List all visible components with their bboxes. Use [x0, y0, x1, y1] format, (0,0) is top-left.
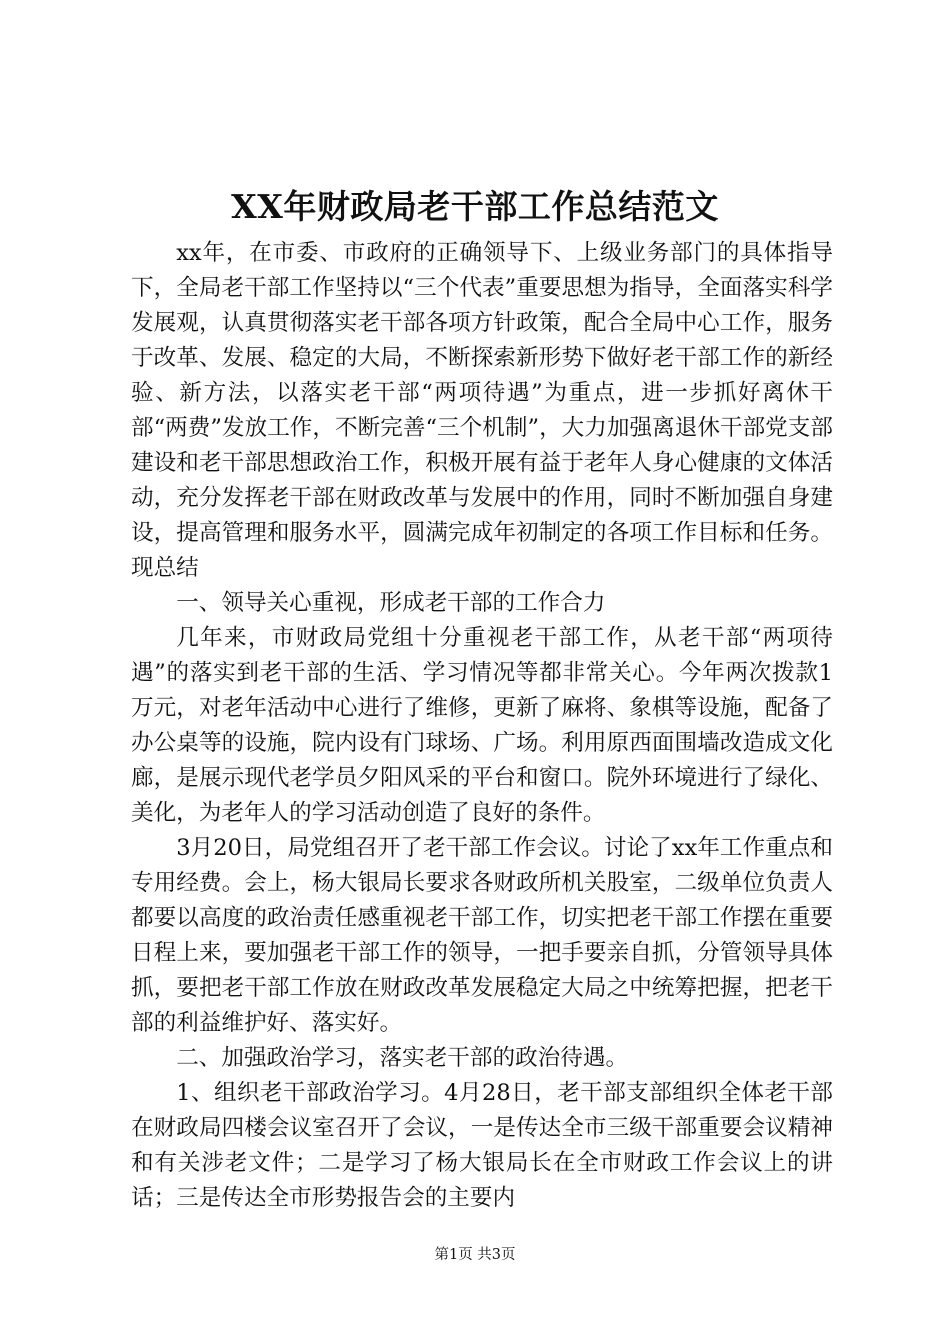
paragraph-intro: xx年，在市委、市政府的正确领导下、上级业务部门的具体指导下，全局老干部工作坚持以“三个代表”重要思想为指导，全面落实科学发展观，认真贯彻落实老干部各项方针政策，配合全局中心工作，服务于改革、发展、稳定的大局，不断探索新形势下做好老干部工作的新经验、新方法，以落实老干部“两项待遇”为重点，进一步抓好离休干部“两费”发放工作，不断完善“三个机制”，大力加强离退休干部党支部建设和老干部思想政治工作，积极开展有益于老年人身心健康的文体活动，充分发挥老干部在财政改革与发展中的作用，同时不断加强自身建设，提高管理和服务水平，圆满完成年初制定的各项工作目标和任务。现总结	[131, 240, 833, 581]
document-body	[131, 236, 833, 1216]
paragraph-section-1: 几年来，市财政局党组十分重视老干部工作，从老干部“两项待遇”的落实到老干部的生活、学习情况等都非常关心。今年两次拨款1万元，对老年活动中心进行了维修，更新了麻将、象棋等设施，配备了办公桌等的设施，院内设有门球场、广场。利用原西面围墙改造成文化廊，是展示现代老学员夕阳风采的平台和窗口。院外环境进行了绿化、美化，为老年人的学习活动创造了良好的条件。	[131, 625, 833, 826]
document-title: XX年财政局老干部工作总结范文	[231, 187, 719, 226]
section-heading-1: 一、领导关心重视，形成老干部的工作合力	[176, 590, 606, 616]
paragraph-meeting: 3月20日，局党组召开了老干部工作会议。讨论了xx年工作重点和专用经费。会上，杨大银局长要求各财政所机关股室，二级单位负责人都要以高度的政治责任感重视老干部工作，切实把老干部工作摆在重要日程上来，要加强老干部工作的领导，一把手要亲自抓，分管领导具体抓，要把老干部工作放在财政改革发展稳定大局之中统筹把握，把老干部的利益维护好、落实好。	[131, 835, 833, 1036]
section-heading-2: 二、加强政治学习，落实老干部的政治待遇。	[176, 1045, 629, 1071]
paragraph-study: 1、组织老干部政治学习。4月28日，老干部支部组织全体老干部在财政局四楼会议室召开了会议，一是传达全市三级干部重要会议精神和有关涉老文件；二是学习了杨大银局长在全市财政工作会议上的讲话；三是传达全市形势报告会的主要内	[131, 1080, 833, 1211]
page-number: 第1页 共3页	[434, 1247, 516, 1263]
